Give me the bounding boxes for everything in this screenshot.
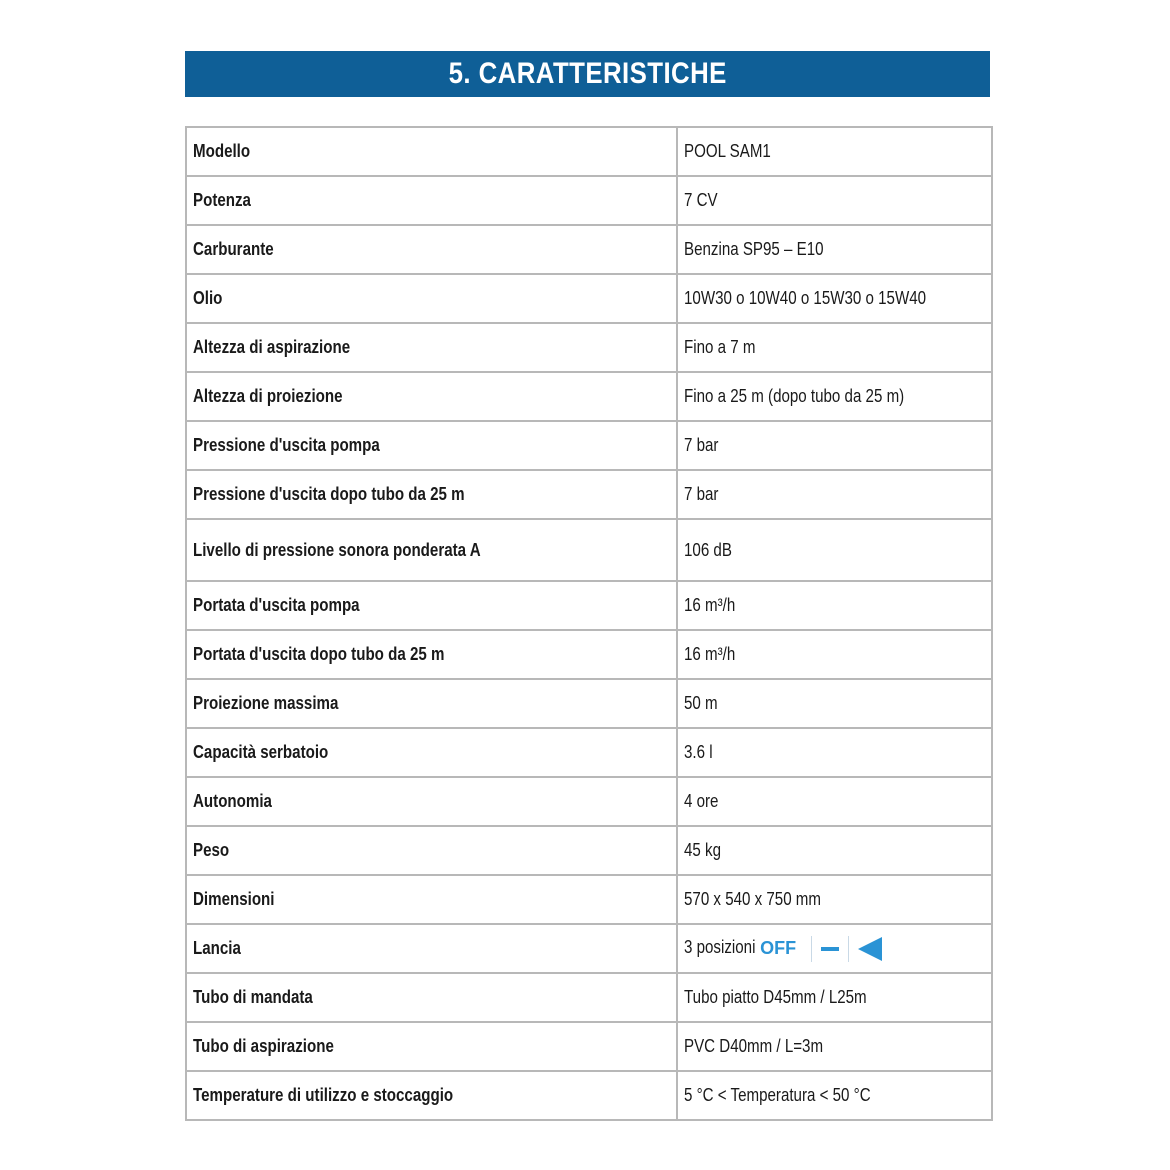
spec-label-pressione-pompa: Pressione d'uscita pompa: [186, 421, 677, 470]
spec-label-altezza-aspirazione: Altezza di aspirazione: [186, 323, 677, 372]
section-title: 5. CARATTERISTICHE: [448, 57, 727, 90]
spec-value-pressione-pompa: 7 bar: [677, 421, 992, 470]
table-row: [186, 1022, 992, 1071]
table-row: [186, 519, 992, 581]
spec-label-livello-sonoro: Livello di pressione sonora ponderata A: [186, 519, 677, 581]
spec-value-autonomia: 4 ore: [677, 777, 992, 826]
table-row: [186, 323, 992, 372]
table-row: [186, 777, 992, 826]
table-row: [186, 274, 992, 323]
spec-value-altezza-aspirazione: Fino a 7 m: [677, 323, 992, 372]
spec-label-olio: Olio: [186, 274, 677, 323]
spec-value-potenza: 7 CV: [677, 176, 992, 225]
spec-label-pressione-tubo: Pressione d'uscita dopo tubo da 25 m: [186, 470, 677, 519]
spec-value-peso: 45 kg: [677, 826, 992, 875]
dash-icon: [821, 947, 839, 951]
spec-value-dimensioni: 570 x 540 x 750 mm: [677, 875, 992, 924]
spec-label-altezza-proiezione: Altezza di proiezione: [186, 372, 677, 421]
table-row: [186, 826, 992, 875]
spec-value-pressione-tubo: 7 bar: [677, 470, 992, 519]
spec-label-dimensioni: Dimensioni: [186, 875, 677, 924]
separator: [848, 936, 849, 962]
table-row: [186, 127, 992, 176]
spec-label-potenza: Potenza: [186, 176, 677, 225]
triangle-left-icon: [858, 937, 882, 961]
table-row: [186, 875, 992, 924]
off-label: OFF: [760, 938, 797, 958]
table-row: [186, 630, 992, 679]
spec-value-portata-tubo: 16 m³/h: [677, 630, 992, 679]
spec-value-temperature: 5 °C < Temperatura < 50 °C: [677, 1071, 992, 1120]
spec-label-temperature: Temperature di utilizzo e stoccaggio: [186, 1071, 677, 1120]
spec-value-lancia: 3 posizioni OFF: [677, 924, 992, 973]
spec-value-olio: 10W30 o 10W40 o 15W30 o 15W40: [677, 274, 992, 323]
section-banner: [185, 51, 990, 97]
spec-value-capacita-serbatoio: 3.6 l: [677, 728, 992, 777]
table-row: [186, 176, 992, 225]
spec-value-carburante: Benzina SP95 – E10: [677, 225, 992, 274]
table-row: [186, 372, 992, 421]
specifications-table: [185, 126, 993, 1121]
spec-value-livello-sonoro: 106 dB: [677, 519, 992, 581]
spec-label-carburante: Carburante: [186, 225, 677, 274]
spec-label-tubo-mandata: Tubo di mandata: [186, 973, 677, 1022]
table-row: [186, 728, 992, 777]
spec-label-autonomia: Autonomia: [186, 777, 677, 826]
spec-label-lancia: Lancia: [186, 924, 677, 973]
spec-value-modello: POOL SAM1: [677, 127, 992, 176]
separator: [811, 936, 812, 962]
nozzle-positions: [760, 936, 882, 962]
spec-label-peso: Peso: [186, 826, 677, 875]
table-row: [186, 225, 992, 274]
spec-label-tubo-aspirazione: Tubo di aspirazione: [186, 1022, 677, 1071]
spec-label-proiezione-massima: Proiezione massima: [186, 679, 677, 728]
spec-value-tubo-aspirazione: PVC D40mm / L=3m: [677, 1022, 992, 1071]
spec-label-capacita-serbatoio: Capacità serbatoio: [186, 728, 677, 777]
table-row: [186, 679, 992, 728]
table-row: [186, 470, 992, 519]
table-row: [186, 581, 992, 630]
spec-label-portata-tubo: Portata d'uscita dopo tubo da 25 m: [186, 630, 677, 679]
spec-value-proiezione-massima: 50 m: [677, 679, 992, 728]
table-row: [186, 1071, 992, 1120]
spec-label-modello: Modello: [186, 127, 677, 176]
table-row: [186, 924, 992, 973]
table-row: [186, 421, 992, 470]
spec-value-portata-pompa: 16 m³/h: [677, 581, 992, 630]
spec-label-portata-pompa: Portata d'uscita pompa: [186, 581, 677, 630]
spec-value-tubo-mandata: Tubo piatto D45mm / L25m: [677, 973, 992, 1022]
spec-value-altezza-proiezione: Fino a 25 m (dopo tubo da 25 m): [677, 372, 992, 421]
table-row: [186, 973, 992, 1022]
